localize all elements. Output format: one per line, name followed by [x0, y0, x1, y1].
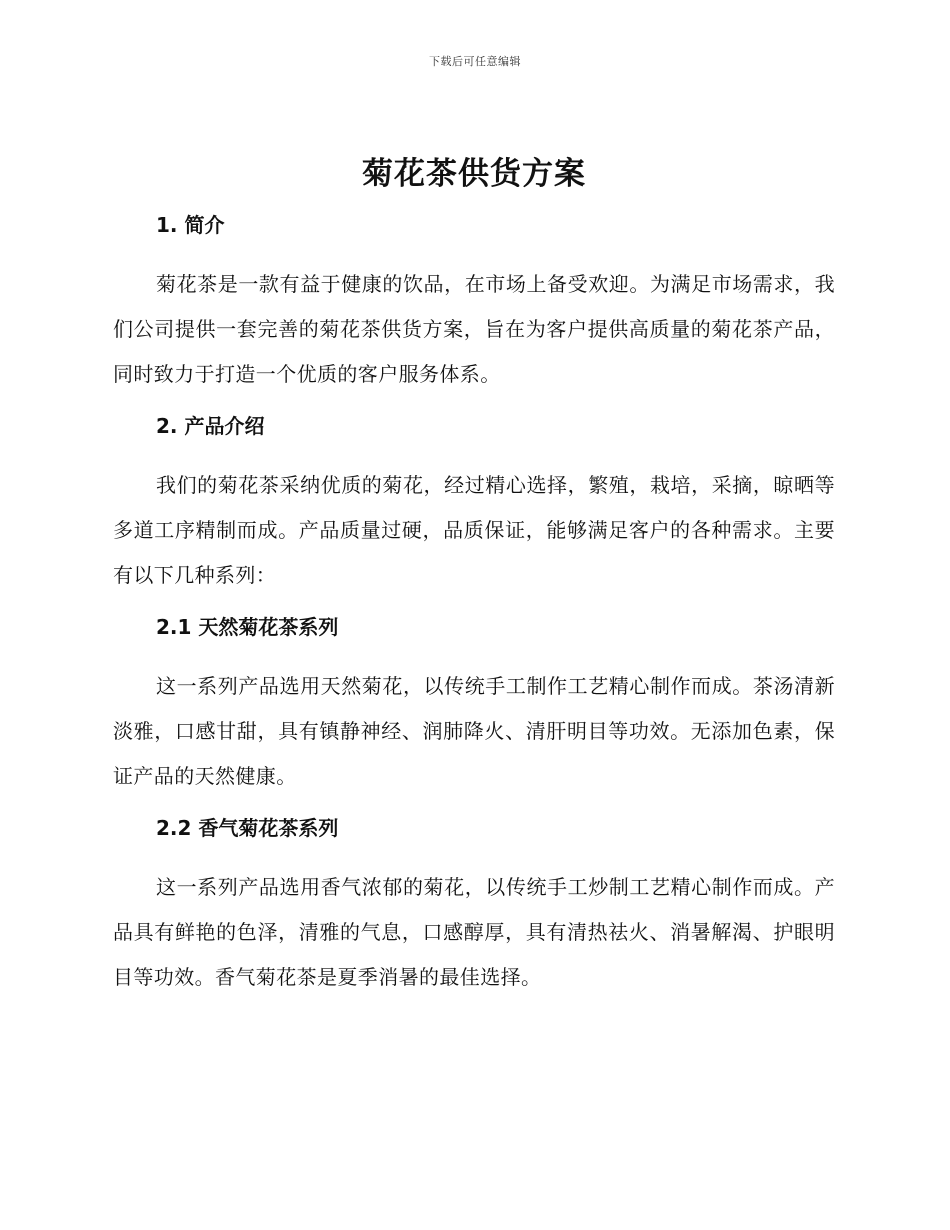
- page-header-note: 下载后可任意编辑: [429, 55, 521, 68]
- document-title: 菊花茶供货方案: [362, 156, 586, 192]
- section-paragraph-natural-series: 这一系列产品选用天然菊花，以传统手工制作工艺精心制作而成。茶汤清新淡雅，口感甘甜，具有镇静神经、润肺降火、清肝明目等功效。无添加色素，保证产品的天然健康。: [113, 674, 835, 788]
- document-content: [113, 148, 835, 1000]
- section-heading-natural-series: 2.1 天然菊花茶系列: [156, 615, 339, 639]
- section-heading-intro: 1. 简介: [156, 213, 225, 237]
- section-paragraph-aroma-series: 这一系列产品选用香气浓郁的菊花，以传统手工炒制工艺精心制作而成。产品具有鲜艳的色泽，清雅的气息，口感醇厚，具有清热祛火、消暑解渴、护眼明目等功效。香气菊花茶是夏季消暑的最佳选择。: [113, 875, 835, 989]
- section-paragraph-product: 我们的菊花茶采纳优质的菊花，经过精心选择，繁殖，栽培，采摘，晾晒等多道工序精制而成。产品质量过硬，品质保证，能够满足客户的各种需求。主要有以下几种系列：: [113, 473, 835, 587]
- section-heading-product: 2. 产品介绍: [156, 414, 265, 438]
- section-heading-aroma-series: 2.2 香气菊花茶系列: [156, 816, 339, 840]
- section-paragraph-intro: 菊花茶是一款有益于健康的饮品，在市场上备受欢迎。为满足市场需求，我们公司提供一套完善的菊花茶供货方案，旨在为客户提供高质量的菊花茶产品，同时致力于打造一个优质的客户服务体系。: [113, 272, 835, 386]
